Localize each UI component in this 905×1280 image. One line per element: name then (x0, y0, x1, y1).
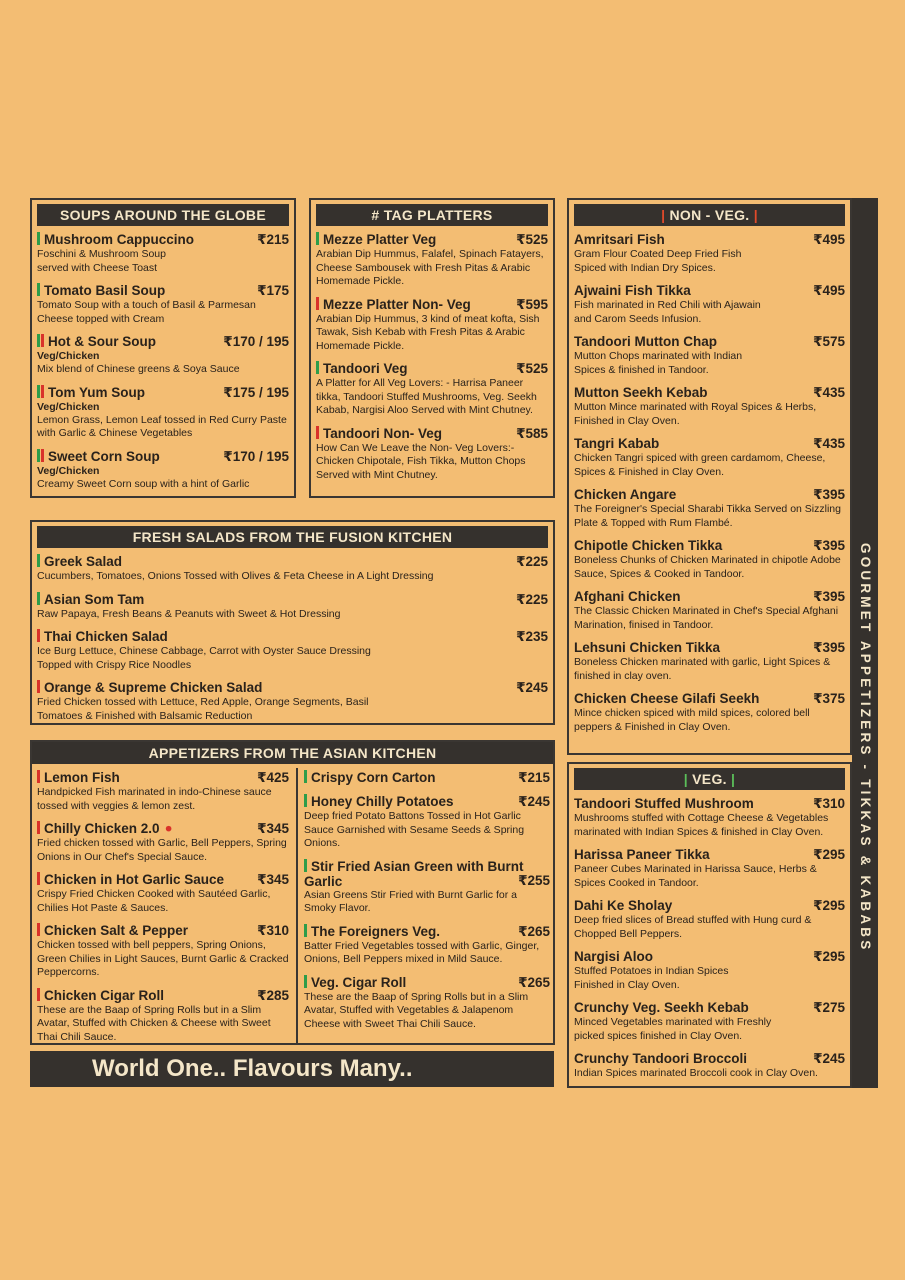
nonveg-marker-icon (37, 872, 40, 885)
menu-item (574, 589, 845, 632)
item-name: Amritsari Fish (574, 232, 665, 247)
menu-item (304, 770, 550, 786)
item-name: Hot & Sour Soup (48, 334, 156, 349)
nonveg-marker-icon (37, 770, 40, 783)
veg-marker-icon (37, 385, 40, 398)
nonveg-marker-icon (316, 297, 319, 310)
item-desc: Arabian Dip Hummus, Falafel, Spinach Fatayers, Cheese Sambousek with Fresh Pitas & Arabic Homemade Pickle. (316, 248, 544, 287)
item-desc: Raw Papaya, Fresh Beans & Peanuts with Sweet & Hot Dressing (37, 607, 341, 620)
menu-item (37, 385, 289, 441)
item-price: ₹245 (516, 680, 548, 695)
side-banner (852, 198, 878, 1088)
veg-marker-icon (304, 975, 307, 988)
item-name: Honey Chilly Potatoes (311, 794, 454, 809)
menu-item (574, 1000, 845, 1043)
item-name: Chicken in Hot Garlic Sauce (44, 872, 225, 887)
item-price: ₹345 (257, 821, 289, 836)
asian-left-column (37, 770, 289, 1052)
menu-item (316, 232, 548, 289)
item-desc: Deep fried Potato Battons Tossed in Hot Garlic Sauce Garnished with Sesame Seeds & Spring Onions. (304, 810, 525, 849)
menu-item (37, 629, 548, 672)
item-price: ₹295 (813, 847, 845, 862)
item-price: ₹585 (516, 425, 548, 441)
item-name: Chipotle Chicken Tikka (574, 538, 723, 553)
item-name: Asian Som Tam (44, 591, 145, 607)
item-price: ₹310 (813, 796, 845, 811)
veg-marker-icon (37, 449, 40, 462)
item-name: Chicken Salt & Pepper (44, 923, 189, 938)
menu-item (37, 334, 289, 377)
item-price: ₹215 (257, 232, 289, 247)
menu-item (304, 975, 550, 1032)
menu-item (37, 770, 289, 813)
menu-item (574, 847, 845, 890)
item-price: ₹425 (257, 770, 289, 785)
item-name: Mezze Platter Veg (323, 232, 437, 247)
veg-marker-icon (37, 592, 40, 605)
menu-item (574, 796, 845, 839)
menu-item (304, 924, 550, 967)
nonveg-marker-icon (316, 426, 319, 439)
nonveg-title: | NON - VEG. | (574, 204, 845, 226)
item-name: Tom Yum Soup (48, 384, 146, 400)
nonveg-marker-icon (41, 385, 44, 398)
item-desc: Indian Spices marinated Broccoli cook in Clay Oven. (574, 1067, 818, 1079)
item-price: ₹170 / 195 (223, 448, 289, 464)
tagline-banner: World One.. Flavours Many.. (30, 1051, 554, 1087)
menu-item (37, 923, 289, 980)
item-name: Crispy Corn Carton (311, 770, 436, 785)
item-name: Nargisi Aloo (574, 949, 654, 964)
veg-marker-icon (316, 232, 319, 245)
item-desc: Fried chicken tossed with Garlic, Bell Peppers, Spring Onions in Our Chef's Special Sauce. (37, 837, 287, 863)
item-price: ₹215 (518, 770, 550, 785)
item-desc: Deep fried slices of Bread stuffed with Hung curd & Chopped Bell Peppers. (574, 914, 812, 940)
item-desc: Handpicked Fish marinated in indo-Chinese sauce tossed with veggies & lemon zest. (37, 786, 272, 812)
item-name: Chicken Cheese Gilafi Seekh (574, 691, 760, 706)
item-name: Crunchy Veg. Seekh Kebab (574, 1000, 749, 1015)
item-desc: Chicken tossed with bell peppers, Spring Onions, Green Chilies in Light Sauces, Burnt Garlic & Cracked Peppercorns. (37, 939, 289, 978)
menu-item (316, 361, 548, 418)
nonveg-marker-icon (41, 334, 44, 347)
nonveg-marker-icon (37, 923, 40, 936)
item-price: ₹175 (257, 283, 289, 298)
item-price: ₹495 (813, 232, 845, 247)
item-desc: Minced Vegetables marinated with Freshly picked spices finished in Clay Oven. (574, 1016, 772, 1042)
menu-item (37, 988, 289, 1045)
veg-title-text: VEG. (692, 771, 727, 787)
item-desc: Fried Chicken tossed with Lettuce, Red Apple, Orange Segments, Basil Tomatoes & Finished with Balsamic Reduction (37, 696, 369, 722)
menu-item (37, 449, 289, 492)
item-desc: Chicken Tangri spiced with green cardamom, Cheese, Spices & Finished in Clay Oven. (574, 452, 826, 478)
menu-item (574, 691, 845, 734)
menu-item (574, 640, 845, 683)
item-name: Tandoori Mutton Chap (574, 334, 717, 349)
item-name: Mezze Platter Non- Veg (323, 296, 471, 312)
menu-item (574, 898, 845, 941)
nonveg-marker-icon (37, 680, 40, 693)
item-desc: Lemon Grass, Lemon Leaf tossed in Red Curry Paste with Garlic & Chinese Vegetables (37, 413, 287, 439)
item-price: ₹295 (813, 949, 845, 964)
item-price: ₹265 (518, 923, 550, 939)
veg-marker-icon (37, 283, 40, 296)
item-name: Crunchy Tandoori Broccoli (574, 1051, 748, 1066)
item-desc: Boneless Chicken marinated with garlic, Light Spices & finished in clay oven. (574, 656, 831, 682)
item-desc: Cucumbers, Tomatoes, Onions Tossed with Olives & Feta Cheese in A Light Dressing (37, 570, 434, 582)
item-name: Tandoori Stuffed Mushroom (574, 796, 754, 811)
item-price: ₹275 (813, 1000, 845, 1015)
nonveg-section (567, 198, 852, 755)
salads-title: FRESH SALADS FROM THE FUSION KITCHEN (37, 526, 548, 548)
item-desc: How Can We Leave the Non- Veg Lovers:- Chicken Chipotale, Fish Tikka, Mutton Chops Served with Mint Chutney. (316, 441, 526, 481)
salads-section (30, 520, 555, 725)
asian-title: APPETIZERS FROM THE ASIAN KITCHEN (32, 742, 553, 764)
veg-marker-icon (304, 770, 307, 783)
menu-item (37, 283, 289, 326)
veg-marker-icon (37, 554, 40, 567)
veg-marker-icon (37, 334, 40, 347)
item-desc: The Classic Chicken Marinated in Chef's Special Afghani Marination, finised in Tandoor. (574, 605, 839, 631)
item-name: Lemon Fish (44, 770, 120, 785)
item-price: ₹295 (813, 898, 845, 913)
item-desc: Boneless Chunks of Chicken Marinated in chipotle Adobe Sauce, Spices & Cooked in Tandoor. (574, 554, 841, 580)
menu-item (37, 232, 289, 275)
item-name: Tandoori Non- Veg (323, 425, 442, 441)
item-price: ₹395 (813, 487, 845, 502)
chili-pepper-icon: ⚫︎ (163, 822, 174, 836)
item-variant: Veg/Chicken (37, 464, 100, 477)
veg-section (567, 762, 852, 1088)
menu-item (37, 592, 548, 622)
item-variant: Veg/Chicken (37, 400, 100, 413)
menu-item (37, 554, 548, 584)
platters-title: # TAG PLATTERS (316, 204, 548, 226)
item-price: ₹175 / 195 (223, 384, 289, 400)
item-desc: Creamy Sweet Corn soup with a hint of Garlic (37, 477, 250, 490)
menu-item (574, 487, 845, 530)
menu-item (574, 949, 845, 992)
item-name: Tangri Kabab (574, 436, 660, 451)
item-price: ₹265 (518, 974, 550, 990)
item-desc: Paneer Cubes Marinated in Harissa Sauce, Herbs & Spices Cooked in Tandoor. (574, 863, 817, 889)
item-desc: These are the Baap of Spring Rolls but in a Slim Avatar, Stuffed with Vegetables & Jalapenom Cheese with Sweet Thai Chili Sauce. (304, 990, 529, 1030)
item-name: Orange & Supreme Chicken Salad (44, 680, 263, 695)
menu-item (316, 297, 548, 354)
nonveg-marker-icon (37, 988, 40, 1001)
item-name: Greek Salad (44, 554, 123, 569)
item-desc: Mutton Chops marinated with Indian Spices & finished in Tandoor. (574, 350, 743, 376)
item-desc: Gram Flour Coated Deep Fried Fish Spiced with Indian Dry Spices. (574, 248, 742, 274)
soups-section (30, 198, 296, 498)
item-price: ₹495 (813, 283, 845, 298)
menu-item (574, 232, 845, 275)
item-desc: Crispy Fried Chicken Cooked with Sautéed Garlic, Chilies Hot Paste & Sauces. (37, 888, 271, 914)
item-price: ₹525 (516, 361, 548, 376)
veg-marker-icon (304, 794, 307, 807)
item-name: Thai Chicken Salad (44, 629, 168, 644)
item-name: Stir Fried Asian Green with Burnt Garlic (304, 858, 524, 889)
veg-marker-icon (316, 361, 319, 374)
item-name: Tomato Basil Soup (44, 283, 166, 298)
item-name: Chilly Chicken 2.0 (44, 821, 160, 836)
item-price: ₹225 (516, 554, 548, 569)
soups-title: SOUPS AROUND THE GLOBE (37, 204, 289, 226)
asian-right-column (304, 770, 550, 1039)
menu-item (574, 334, 845, 377)
item-price: ₹170 / 195 (223, 334, 289, 349)
item-desc: Stuffed Potatoes in Indian Spices Finished in Clay Oven. (574, 965, 729, 991)
item-name: Mutton Seekh Kebab (574, 385, 708, 400)
item-desc: The Foreigner's Special Sharabi Tikka Served on Sizzling Plate & Topped with Rum Flambé. (574, 503, 841, 529)
item-name: Dahi Ke Sholay (574, 898, 673, 913)
item-price: ₹225 (516, 591, 548, 607)
menu-item (574, 385, 845, 428)
menu-item (37, 872, 289, 915)
item-desc: Asian Greens Stir Fried with Burnt Garlic for a Smoky Flavor. (304, 888, 517, 914)
item-desc: Mutton Mince marinated with Royal Spices & Herbs, Finished in Clay Oven. (574, 401, 817, 427)
item-name: Chicken Angare (574, 487, 677, 502)
item-name: Sweet Corn Soup (48, 448, 160, 464)
item-name: Ajwaini Fish Tikka (574, 283, 691, 298)
item-price: ₹310 (257, 923, 289, 938)
menu-item (574, 283, 845, 326)
veg-marker-icon (304, 859, 307, 872)
column-divider (296, 768, 298, 1043)
item-name: Veg. Cigar Roll (311, 974, 407, 990)
asian-section (30, 740, 555, 1045)
item-price: ₹345 (257, 872, 289, 887)
item-desc: These are the Baap of Spring Rolls but in a Slim Avatar, Stuffed with Chicken & Cheese with Sweet Thai Chili Sauce. (37, 1003, 271, 1043)
nonveg-marker-icon (41, 449, 44, 462)
menu-item (37, 821, 289, 864)
item-price: ₹245 (813, 1051, 845, 1066)
veg-title: | VEG. | (574, 768, 845, 790)
item-name: Chicken Cigar Roll (44, 987, 165, 1003)
item-variant: Veg/Chicken (37, 350, 100, 362)
item-desc: Tomato Soup with a touch of Basil & Parmesan Cheese topped with Cream (37, 299, 256, 325)
veg-marker-icon (304, 924, 307, 937)
item-desc: Fish marinated in Red Chili with Ajawain and Carom Seeds Infusion. (574, 299, 761, 325)
veg-marker-icon (37, 232, 40, 245)
item-desc: A Platter for All Veg Lovers: - Harrisa Paneer tikka, Tandoori Stuffed Mushrooms, Veg. Seekh Kabab, Nargisi Aloo Served with Mint Chutney. (316, 377, 537, 416)
item-price: ₹435 (813, 385, 845, 400)
menu-item (574, 538, 845, 581)
nonveg-marker-icon (37, 821, 40, 834)
item-desc: Mix blend of Chinese greens & Soya Sauce (37, 363, 240, 375)
item-name: Harissa Paneer Tikka (574, 847, 710, 862)
item-price: ₹525 (516, 232, 548, 247)
menu-item (304, 794, 550, 851)
item-price: ₹255 (518, 872, 550, 888)
item-desc: Mushrooms stuffed with Cottage Cheese & Vegetables marinated with Indian Spices & finished in Clay Oven. (574, 812, 829, 838)
item-desc: Batter Fried Vegetables tossed with Garlic, Ginger, Onions, Bell Peppers mixed in Mild Sauce. (304, 939, 540, 965)
menu-item (574, 1051, 845, 1081)
item-price: ₹245 (518, 794, 550, 809)
item-price: ₹285 (257, 987, 289, 1003)
menu-item (574, 436, 845, 479)
item-name: Lehsuni Chicken Tikka (574, 640, 721, 655)
nonveg-title-text: NON - VEG. (669, 207, 750, 223)
item-price: ₹395 (813, 640, 845, 655)
item-name: Afghani Chicken (574, 589, 681, 604)
item-desc: Mince chicken spiced with mild spices, colored bell peppers & Finished in Clay Oven. (574, 707, 810, 733)
item-price: ₹375 (813, 691, 845, 706)
item-price: ₹395 (813, 538, 845, 553)
nonveg-marker-icon (37, 629, 40, 642)
item-price: ₹235 (516, 629, 548, 644)
item-name: Tandoori Veg (323, 361, 408, 376)
menu-item (37, 680, 548, 723)
menu-item (316, 426, 548, 483)
side-banner-text: GOURMET APPETIZERS - TIKKAS & KABABS (858, 543, 873, 953)
item-desc: Ice Burg Lettuce, Chinese Cabbage, Carrot with Oyster Sauce Dressing Topped with Crispy Rice Noodles (37, 645, 371, 671)
item-price: ₹435 (813, 436, 845, 451)
item-desc: Foschini & Mushroom Soup served with Cheese Toast (37, 248, 166, 274)
item-desc: Arabian Dip Hummus, 3 kind of meat kofta, Sish Tawak, Sish Kebab with Fresh Pitas & Arabic Homemade Pickle. (316, 312, 540, 352)
platters-section (309, 198, 555, 498)
item-price: ₹575 (813, 334, 845, 349)
item-price: ₹395 (813, 589, 845, 604)
item-name: Mushroom Cappuccino (44, 232, 195, 247)
item-name: The Foreigners Veg. (311, 923, 441, 939)
menu-item (304, 859, 550, 916)
item-price: ₹595 (516, 296, 548, 312)
